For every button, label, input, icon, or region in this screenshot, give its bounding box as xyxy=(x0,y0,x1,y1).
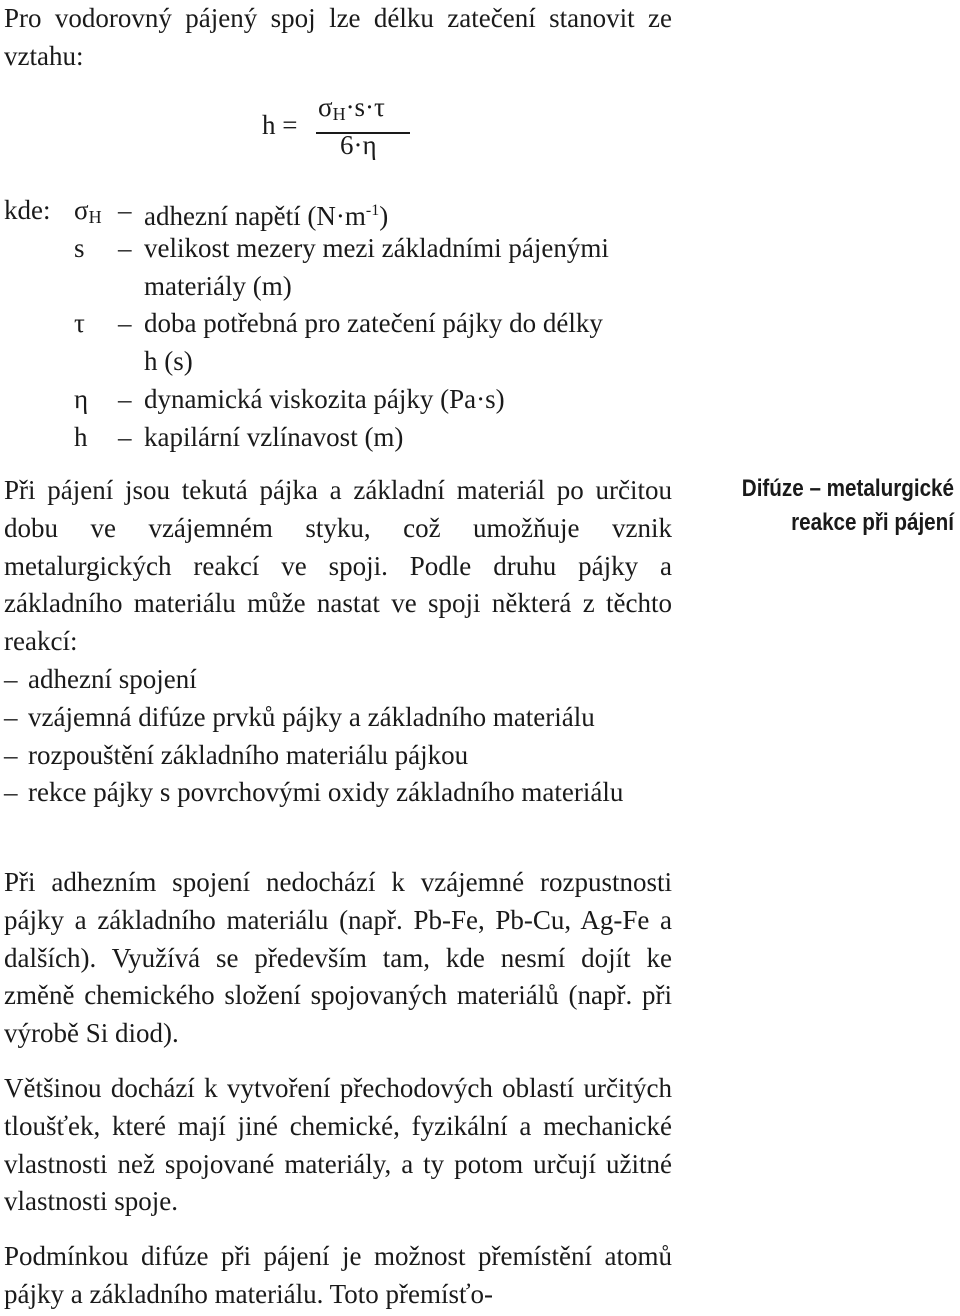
definition-symbol: h xyxy=(74,421,88,452)
list-item xyxy=(4,774,672,812)
formula-denominator: 6·η xyxy=(340,130,377,160)
definition-continuation xyxy=(4,268,684,306)
reactions-paragraph: Při pájení jsou tekutá pájka a základní materiál po určitou dobu ve vzájemném styku, což umožňuje vznik metalurgických reakcí ve spoji. Podle druhu pájky a základního materiálu může nastat ve spoji některá z těchto reakcí: xyxy=(4,475,672,657)
side-heading xyxy=(736,472,954,540)
list-item-text: vzájemná difúze prvků pájky a základního materiálu xyxy=(28,701,595,732)
side-heading-line2: reakce při pájení xyxy=(791,509,954,536)
definition-row xyxy=(4,192,684,230)
definition-symbol-char: σ xyxy=(74,195,89,225)
definition-row xyxy=(4,381,684,419)
list-item xyxy=(4,737,672,775)
list-item-text: adhezní spojení xyxy=(28,663,197,694)
definition-row xyxy=(4,305,684,343)
adhesion-paragraph: Při adhezním spojení nedochází k vzájemné rozpustnosti pájky a základního materiálu (např. Pb-Fe, Pb-Cu, Ag-Fe a dalších). Využívá se především tam, kde nesmí dojít ke změně chemického složení spojovaných materiálů (např. při výrobě Si diod). xyxy=(4,867,672,1049)
definition-dash: – xyxy=(118,421,132,452)
definition-text: dynamická viskozita pájky (Pa·s) xyxy=(144,383,505,414)
list-dash: – xyxy=(4,739,18,770)
definition-continuation xyxy=(4,343,684,381)
formula-lhs: h = xyxy=(262,110,298,140)
list-item-text: rozpouštění základního materiálu pájkou xyxy=(28,739,469,770)
definition-dash: – xyxy=(118,195,132,225)
definition-text-end: ) xyxy=(379,201,389,231)
symbol-definitions xyxy=(4,192,684,457)
definition-text: h (s) xyxy=(144,346,193,377)
definition-text: materiály (m) xyxy=(144,270,292,301)
capillary-height-formula xyxy=(262,92,462,172)
list-dash: – xyxy=(4,663,18,694)
definition-dash: – xyxy=(118,232,132,263)
definition-dash: – xyxy=(118,308,132,339)
list-dash: – xyxy=(4,777,18,808)
diffusion-paragraph: Podmínkou difúze při pájení je možnost přemístění atomů pájky a základního materiálu. Toto přemísťo- xyxy=(4,1241,672,1309)
list-item-text: rekce pájky s povrchovými oxidy základního materiálu xyxy=(28,777,624,808)
list-item xyxy=(4,661,672,699)
definition-symbol: s xyxy=(74,232,85,263)
list-dash: – xyxy=(4,701,18,732)
definition-symbol: τ xyxy=(74,308,85,339)
definition-text: velikost mezery mezi základními pájenými xyxy=(144,232,609,263)
definition-text: doba potřebná pro zatečení pájky do délky xyxy=(144,308,603,339)
definition-text-superscript: -1 xyxy=(365,202,380,219)
definitions-label: kde: xyxy=(4,195,51,225)
definition-symbol: η xyxy=(74,383,89,414)
definition-symbol-subscript: H xyxy=(88,207,102,227)
definition-text-main: adhezní napětí (N·m xyxy=(144,201,366,231)
formula-sigma: σ xyxy=(318,92,333,122)
intro-paragraph: Pro vodorovný pájený spoj lze délku zatečení stanovit ze vztahu: xyxy=(4,3,672,71)
list-item xyxy=(4,699,672,737)
reactions-section xyxy=(4,472,672,812)
formula-numerator-rest: ·s·τ xyxy=(345,92,385,122)
definition-row xyxy=(4,419,684,457)
definition-row xyxy=(4,230,684,268)
transition-paragraph: Většinou dochází k vytvoření přechodových oblastí určitých tloušťek, které mají jiné chemické, fyzikální a mechanické vlastnosti než spojované materiály, a ty potom určují užitné vlastnosti spoje. xyxy=(4,1073,672,1217)
side-heading-line1: Difúze – metalurgické xyxy=(741,475,954,502)
reactions-list xyxy=(4,661,672,812)
formula-sigma-subscript: H xyxy=(332,104,346,124)
definition-text: kapilární vzlínavost (m) xyxy=(144,421,404,452)
definition-dash: – xyxy=(118,383,132,414)
formula-numerator xyxy=(318,92,385,125)
